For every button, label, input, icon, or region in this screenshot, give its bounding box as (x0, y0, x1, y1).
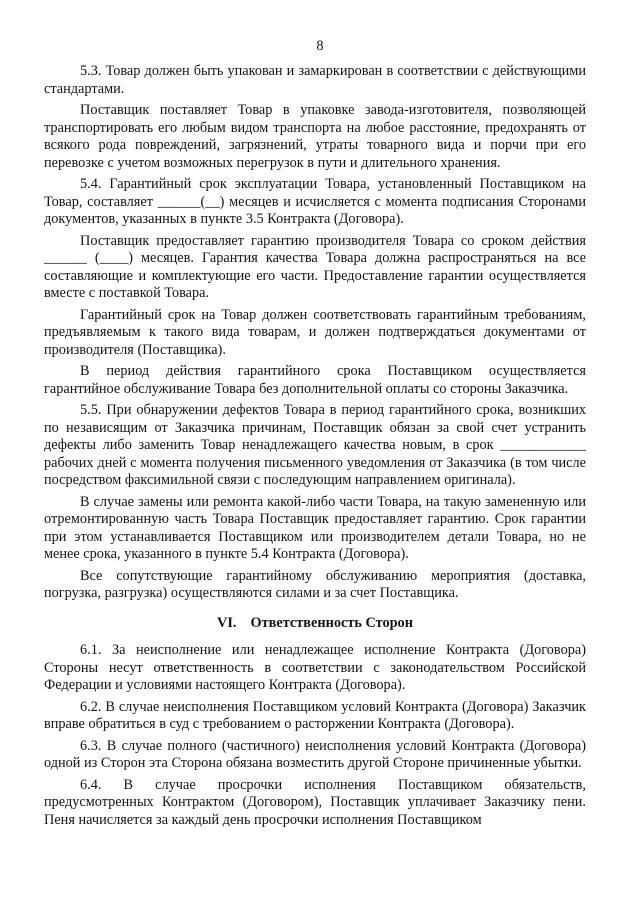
section-heading (44, 615, 586, 633)
document-body (44, 63, 586, 833)
paragraph-part-replacement: В случае замены или ремонта какой-либо части Товара, на такую замененную или отремонтированную часть Товара Поставщик предоставляет гарантию. Срок гарантии при этом устанавливается Поставщиком или производителем детали Товара, но не менее срока, указанного в пункте 5.4 Контракта (Договора). (44, 493, 586, 562)
paragraph-packaging: Поставщик поставляет Товар в упаковке завода-изготовителя, позволяющей транспортировать его любым видом транспорта на любое расстояние, предохранять от всякого рода повреждений, загрязнений, утраты товарного вида и порчи при его перевозке с учетом возможных перегрузок в пути и длительного хранения. (44, 102, 586, 171)
paragraph-6-4: 6.4. В случае просрочки исполнения Поставщиком обязательств, предусмотренных Контрактом (Договором), Поставщик уплачивает Заказчику пени. Пеня начисляется за каждый день просрочки исполнения Поставщиком (44, 776, 586, 828)
section-number: VI. (217, 614, 237, 631)
page-number: 8 (316, 38, 324, 54)
section-title: Ответственность Сторон (250, 614, 413, 631)
paragraph-related-services: Все сопутствующие гарантийному обслуживанию мероприятия (доставка, погрузка, разгрузка) осуществляются силами и за счет Поставщика. (44, 567, 586, 601)
paragraph-5-4: 5.4. Гарантийный срок эксплуатации Товара, установленный Поставщиком на Товар, составляет ______(__) месяцев и исчисляется с момента подписания Сторонами документов, указанных в пункте 3.5 Контракта (Договора). (44, 176, 586, 227)
paragraph-warranty-requirements: Гарантийный срок на Товар должен соответствовать гарантийным требованиям, предъявляемым к такого вида товарам, и должен подтверждаться документами от производителя (Поставщика). (44, 306, 586, 358)
paragraph-6-1: 6.1. За неисполнение или ненадлежащее исполнение Контракта (Договора) Стороны несут ответственность в соответствии с законодательством Российской Федерации и условиями настоящего Контракта (Договора). (44, 642, 586, 693)
paragraph-6-2: 6.2. В случае неисполнения Поставщиком условий Контракта (Договора) Заказчик вправе обратиться в суд с требованием о расторжении Контракта (Договора). (44, 698, 586, 732)
paragraph-5-3: 5.3. Товар должен быть упакован и замаркирован в соответствии с действующими стандартами. (44, 63, 586, 97)
paragraph-6-3: 6.3. В случае полного (частичного) неисполнения условий Контракта (Договора) одной из Сторон эта Сторона обязана возместить другой Стороне причиненные убытки. (44, 737, 586, 771)
paragraph-5-5: 5.5. При обнаружении дефектов Товара в период гарантийного срока, возникших по независящим от Заказчика причинам, Поставщик обязан за свой счет устранить дефекты либо заменить Товар ненадлежащего качества новым, в срок ____________ рабочих дней с момента получения письменного уведомления от Заказчика (в том числе посредством факсимильной связи с последующим направлением оригинала). (44, 402, 586, 488)
paragraph-warranty-service: В период действия гарантийного срока Поставщиком осуществляется гарантийное обслуживание Товара без дополнительной оплаты со стороны Заказчика. (44, 363, 586, 397)
paragraph-manufacturer-warranty: Поставщик предоставляет гарантию производителя Товара со сроком действия ______ (____) месяцев. Гарантия качества Товара должна распространяться на все составляющие и комплектующие его части. Предоставление гарантии осуществляется вместе с поставкой Товара. (44, 232, 586, 301)
